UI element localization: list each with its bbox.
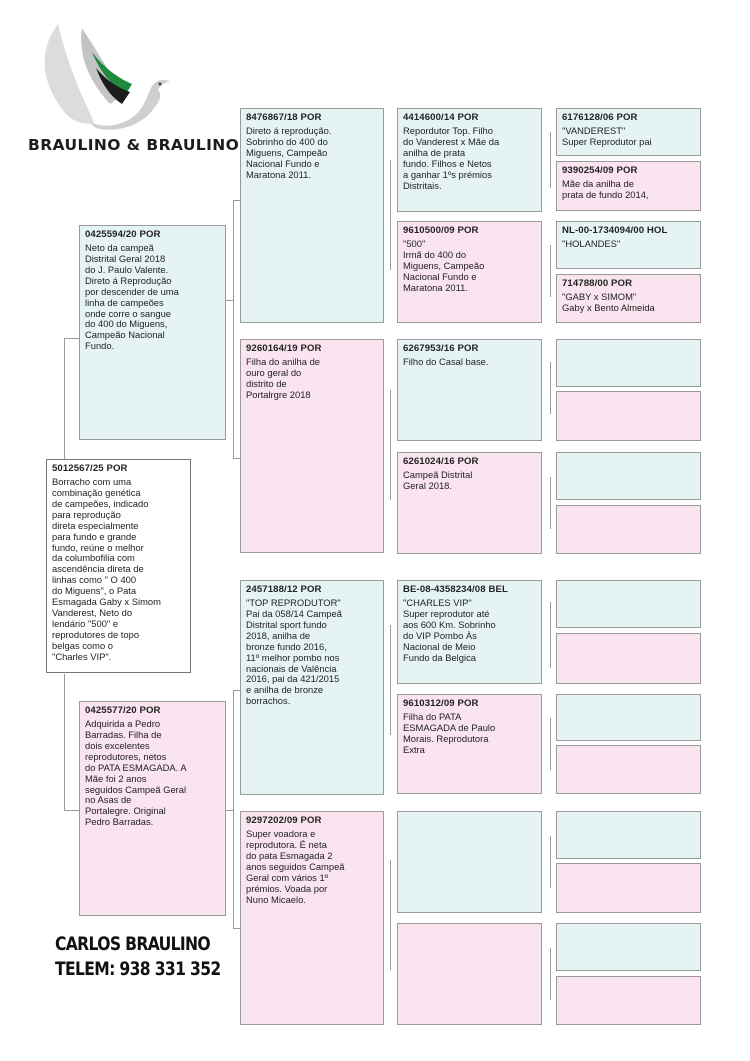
empty-card <box>556 339 701 387</box>
connector <box>64 674 65 810</box>
sd-sire-card <box>397 339 542 441</box>
ring-number: 0425577/20 POR <box>85 705 161 716</box>
connector <box>64 810 79 811</box>
description: "CHARLES VIP" Super reprodutor até aos 600 Km. Sobrinho do VIP Pombo Às Nacional de Meio Fundo da Belgica <box>403 597 496 663</box>
ring-number: 9260164/19 POR <box>246 343 322 354</box>
dam-dam-card <box>240 811 384 1025</box>
description: "500" Irmã do 400 do Miguens, Campeão Nacional Fundo e Maratona 2011. <box>403 238 485 293</box>
gg-card-1 <box>556 108 701 156</box>
description: "TOP REPRODUTOR" Pai da 058/14 Campeã Distrital sport fundo 2018, anilha de bronze fundo 2016, 11º melhor pombo nos nacionais de Valência 2016, pai da 421/2015 e anilha de bronze borrachos. <box>246 597 342 707</box>
connector <box>233 200 234 458</box>
description: Super voadora e reprodutora. É neta do pata Esmagada 2 anos seguidos Campeã Geral com vários 1º prémios. Voada por Nuno Micaelo. <box>246 828 345 905</box>
ds-sire-card <box>397 580 542 684</box>
description: Adquirida a Pedro Barradas. Filha de dois excelentes reprodutores, netos do PATA ESMAGADA. A Mãe foi 2 anos seguidos Campeã Geral no Asas de Portalegre. Original Pedro Barradas. <box>85 718 187 828</box>
ring-number: 9390254/09 POR <box>562 165 638 176</box>
connector <box>226 810 233 811</box>
description: Direto á reprodução. Sobrinho do 400 do Miguens, Campeão Nacional Fundo e Maratona 2011. <box>246 125 332 180</box>
dam-card <box>79 701 226 916</box>
ss-dam-card <box>397 221 542 323</box>
ring-number: 6176128/06 POR <box>562 112 638 123</box>
connector <box>390 160 391 270</box>
connector <box>233 928 240 929</box>
description: Filha do PATA ESMAGADA de Paulo Morais. Reprodutora Extra <box>403 711 496 755</box>
connector <box>233 200 240 201</box>
subject-card <box>46 459 191 673</box>
connector <box>233 458 240 459</box>
dove-logo <box>30 18 180 138</box>
empty-card <box>397 923 542 1025</box>
dove-eye <box>159 83 162 86</box>
empty-card <box>556 505 701 554</box>
connector <box>390 625 391 735</box>
sire-sire-card <box>240 108 384 323</box>
connector <box>550 132 551 188</box>
contact-phone: TELEM: 938 331 352 <box>55 958 221 980</box>
ring-number: 6267953/16 POR <box>403 343 479 354</box>
sd-dam-card <box>397 452 542 554</box>
ring-number: NL-00-1734094/00 HOL <box>562 225 668 236</box>
connector <box>550 948 551 1000</box>
description: Campeã Distrital Geral 2018. <box>403 469 473 492</box>
connector <box>233 690 240 691</box>
connector <box>550 836 551 888</box>
connector <box>550 718 551 770</box>
empty-card <box>556 976 701 1025</box>
ring-number: 9610312/09 POR <box>403 698 479 709</box>
description: "HOLANDES" <box>562 238 621 250</box>
connector <box>390 860 391 970</box>
connector <box>390 390 391 500</box>
empty-card <box>397 811 542 913</box>
ring-number: 2457188/12 POR <box>246 584 322 595</box>
empty-card <box>556 863 701 913</box>
ring-number: 4414600/14 POR <box>403 112 479 123</box>
ring-number: 9610500/09 POR <box>403 225 479 236</box>
empty-card <box>556 694 701 741</box>
connector <box>64 338 79 339</box>
connector <box>233 690 234 928</box>
description: "GABY x SIMOM" Gaby x Bento Almeida <box>562 291 655 314</box>
connector <box>550 245 551 297</box>
description: Mãe da anilha de prata de fundo 2014, <box>562 178 649 201</box>
sire-dam-card <box>240 339 384 553</box>
description: Borracho com uma combinação genética de campeões, indicado para reprodução direta especialmente para fundo e grande fundo, reúne o melhor da columbofilia com ascendência direta de linhas como " O 400 do Miguens", o Pata Esmagada Gaby x Simom Vanderest, Neto do lendário "500" e reprodutores de topo belgas como o "Charles VIP". <box>52 476 161 662</box>
ring-number: 9297202/09 POR <box>246 815 322 826</box>
gg-card-2 <box>556 161 701 211</box>
sire-card <box>79 225 226 440</box>
contact-name: CARLOS BRAULINO <box>55 933 211 955</box>
connector <box>550 362 551 414</box>
ring-number: 5012567/25 POR <box>52 463 128 474</box>
empty-card <box>556 452 701 500</box>
empty-card <box>556 580 701 628</box>
empty-card <box>556 745 701 794</box>
ring-number: BE-08-4358234/08 BEL <box>403 584 508 595</box>
description: Filha do anilha de ouro geral do distrito de Portalrgre 2018 <box>246 356 321 400</box>
connector <box>550 602 551 668</box>
empty-card <box>556 391 701 441</box>
ring-number: 714788/00 POR <box>562 278 633 289</box>
dam-sire-card <box>240 580 384 795</box>
ds-dam-card <box>397 694 542 794</box>
description: "VANDEREST" Super Reprodutor pai <box>562 125 652 148</box>
ring-number: 6261024/16 POR <box>403 456 479 467</box>
brand-name: BRAULINO & BRAULINO <box>28 136 240 154</box>
connector <box>64 338 65 460</box>
connector <box>226 300 233 301</box>
ring-number: 8476867/18 POR <box>246 112 322 123</box>
ss-sire-card <box>397 108 542 212</box>
empty-card <box>556 811 701 859</box>
gg-card-4 <box>556 274 701 323</box>
gg-card-3 <box>556 221 701 269</box>
empty-card <box>556 923 701 971</box>
empty-card <box>556 633 701 684</box>
description: Filho do Casal base. <box>403 356 489 368</box>
ring-number: 0425594/20 POR <box>85 229 161 240</box>
connector <box>550 477 551 529</box>
description: Neto da campeã Distrital Geral 2018 do J. Paulo Valente. Direto á Reprodução por descender de uma linha de campeões onde corre o sangue do 400 do Miguens, Campeão Nacional Fundo. <box>85 242 179 352</box>
description: Repordutor Top. Filho do Vanderest x Mãe da anilha de prata fundo. Filhos e Netos a ganhar 1ºs prémios Distritais. <box>403 125 500 191</box>
